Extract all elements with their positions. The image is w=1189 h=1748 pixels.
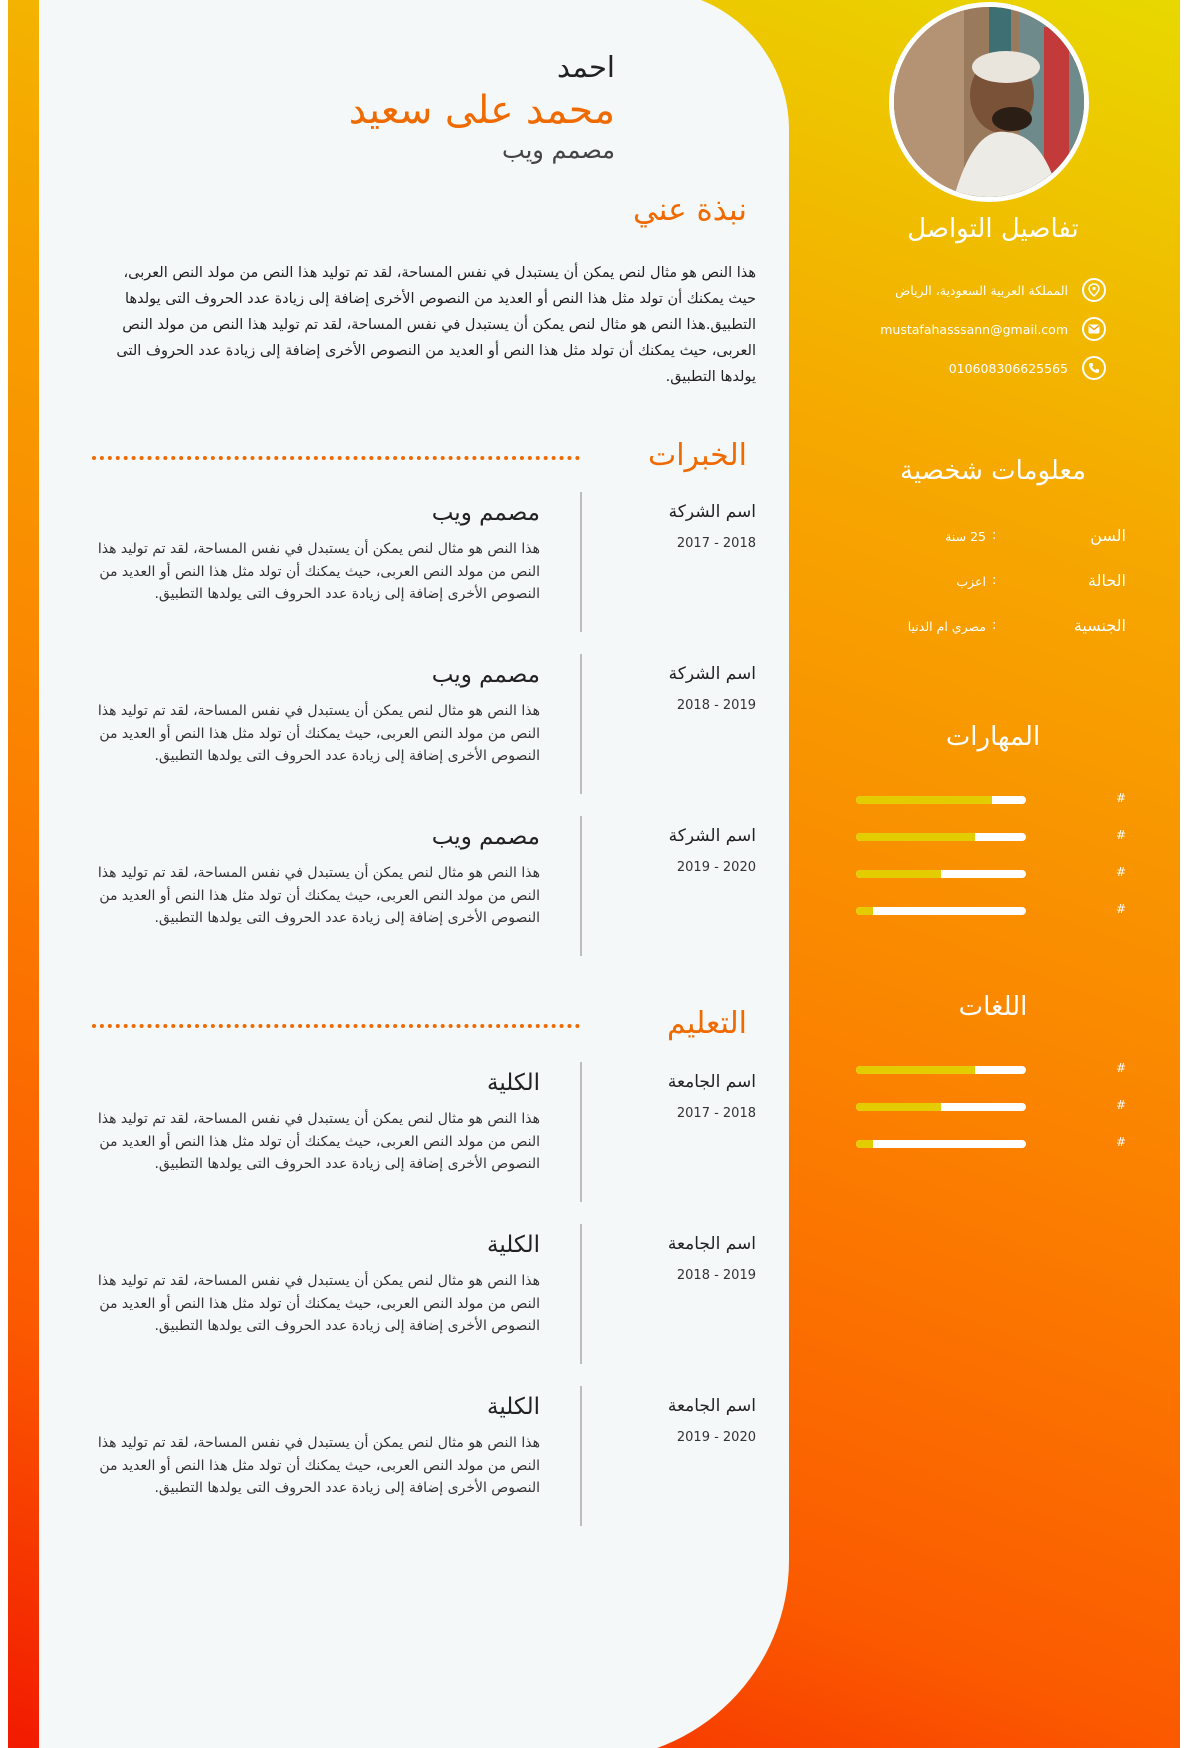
skill-bar — [856, 830, 1126, 844]
entry-divider — [580, 1386, 582, 1526]
language-bar-track — [856, 1066, 1026, 1074]
entry-description: هذا النص هو مثال لنص يمكن أن يستبدل في نفس المساحة، لقد تم توليد هذا النص من مولد النص العربى، حيث يمكنك أن تولد مثل هذا النص أو العديد من النصوص الأخرى إضافة إلى زيادة عدد الحروف التى يولدها التطبيق. — [97, 865, 540, 926]
info-label: الحالة — [1088, 571, 1126, 590]
entry-description: هذا النص هو مثال لنص يمكن أن يستبدل في نفس المساحة، لقد تم توليد هذا النص من مولد النص العربى، حيث يمكنك أن تولد مثل هذا النص أو العديد من النصوص الأخرى إضافة إلى زيادة عدد الحروف التى يولدها التطبيق. — [97, 1111, 540, 1172]
language-bar — [856, 1063, 1126, 1077]
language-bar-track — [856, 1103, 1026, 1111]
about-text: هذا النص هو مثال لنص يمكن أن يستبدل في نفس المساحة، لقد تم توليد هذا النص من مولد النص العربى، حيث يمكنك أن تولد مثل هذا النص أو العديد من النصوص الأخرى إضافة إلى زيادة عدد الحروف التى يولدها التطبيق.هذا النص هو مثال لنص يمكن أن يستبدل في نفس المساحة، لقد تم توليد هذا النص من مولد النص العربى، حيث يمكنك أن تولد مثل هذا النص أو العديد من النصوص الأخرى إضافة إلى زيادة عدد الحروف التى يولدها التطبيق. — [116, 265, 756, 385]
entry-divider — [580, 1062, 582, 1202]
resume-background — [8, 0, 1180, 1748]
entry-role: مصمم ويب — [431, 662, 540, 688]
language-bar-track — [856, 1140, 1026, 1148]
info-value: مصري ام الدنيا — [907, 619, 986, 634]
skill-bar-track — [856, 870, 1026, 878]
skill-bar-fill — [856, 870, 941, 878]
about-title: نبذة عني — [632, 192, 747, 228]
language-bar-fill — [856, 1140, 873, 1148]
entry-role: مصمم ويب — [431, 824, 540, 850]
skill-label: # — [1115, 828, 1126, 842]
education-divider — [92, 1024, 580, 1028]
experience-entry — [8, 492, 768, 632]
full-name: محمد على سعيد — [348, 88, 615, 133]
entry-years: 2017 - 2018 — [676, 536, 756, 551]
entry-years: 2019 - 2020 — [676, 1430, 756, 1445]
entry-divider — [580, 654, 582, 794]
skill-bar — [856, 867, 1126, 881]
personal-info-title: معلومات شخصية — [900, 456, 1086, 486]
job-title: مصمم ويب — [502, 136, 615, 164]
experience-divider — [92, 456, 580, 460]
info-label: السن — [1090, 526, 1126, 545]
language-bar — [856, 1100, 1126, 1114]
language-label: # — [1115, 1098, 1126, 1112]
entry-description: هذا النص هو مثال لنص يمكن أن يستبدل في نفس المساحة، لقد تم توليد هذا النص من مولد النص العربى، حيث يمكنك أن تولد مثل هذا النص أو العديد من النصوص الأخرى إضافة إلى زيادة عدد الحروف التى يولدها التطبيق. — [97, 1435, 540, 1496]
first-name: احمد — [557, 50, 615, 84]
experience-title: الخبرات — [647, 438, 747, 473]
skill-bar-fill — [856, 907, 873, 915]
experience-entry — [8, 816, 768, 956]
company-name: اسم الشركة — [668, 502, 756, 522]
language-bar-fill — [856, 1103, 941, 1111]
entry-faculty: الكلية — [487, 1394, 540, 1420]
skill-bar-track — [856, 907, 1026, 915]
info-separator: : — [992, 618, 997, 633]
company-name: اسم الشركة — [668, 826, 756, 846]
skill-label: # — [1115, 902, 1126, 916]
entry-faculty: الكلية — [487, 1070, 540, 1096]
info-row-nationality — [868, 616, 1126, 642]
language-label: # — [1115, 1061, 1126, 1075]
info-separator: : — [992, 573, 997, 588]
experience-entry — [8, 654, 768, 794]
university-name: اسم الجامعة — [667, 1234, 756, 1254]
profile-photo — [889, 2, 1089, 202]
entry-description: هذا النص هو مثال لنص يمكن أن يستبدل في نفس المساحة، لقد تم توليد هذا النص من مولد النص العربى، حيث يمكنك أن تولد مثل هذا النص أو العديد من النصوص الأخرى إضافة إلى زيادة عدد الحروف التى يولدها التطبيق. — [97, 703, 540, 764]
contact-email[interactable] — [880, 316, 1106, 342]
entry-years: 2018 - 2019 — [676, 1268, 756, 1283]
info-row-age — [868, 526, 1126, 552]
entry-role: مصمم ويب — [431, 500, 540, 526]
entry-years: 2018 - 2019 — [676, 698, 756, 713]
entry-divider — [580, 492, 582, 632]
profile-photo-illustration — [894, 7, 1084, 197]
email-text[interactable]: mustafahasssann@gmail.com — [880, 321, 1068, 337]
skill-bar — [856, 793, 1126, 807]
skills-title: المهارات — [945, 722, 1041, 752]
entry-description: هذا النص هو مثال لنص يمكن أن يستبدل في نفس المساحة، لقد تم توليد هذا النص من مولد النص العربى، حيث يمكنك أن تولد مثل هذا النص أو العديد من النصوص الأخرى إضافة إلى زيادة عدد الحروف التى يولدها التطبيق. — [97, 1273, 540, 1334]
skill-bar-fill — [856, 833, 975, 841]
entry-years: 2019 - 2020 — [676, 860, 756, 875]
entry-divider — [580, 816, 582, 956]
envelope-icon — [1082, 317, 1106, 341]
company-name: اسم الشركة — [668, 664, 756, 684]
university-name: اسم الجامعة — [667, 1396, 756, 1416]
skill-bar — [856, 904, 1126, 918]
entry-description: هذا النص هو مثال لنص يمكن أن يستبدل في نفس المساحة، لقد تم توليد هذا النص من مولد النص العربى، حيث يمكنك أن تولد مثل هذا النص أو العديد من النصوص الأخرى إضافة إلى زيادة عدد الحروف التى يولدها التطبيق. — [97, 541, 540, 602]
phone-text[interactable]: 010608306625565 — [948, 360, 1068, 376]
phone-icon — [1082, 356, 1106, 380]
skill-bar-fill — [856, 796, 992, 804]
info-row-status — [868, 571, 1126, 597]
info-value: 25 سنة — [945, 529, 986, 544]
skill-bar-track — [856, 796, 1026, 804]
language-bar-fill — [856, 1066, 975, 1074]
university-name: اسم الجامعة — [667, 1072, 756, 1092]
entry-divider — [580, 1224, 582, 1364]
language-label: # — [1115, 1135, 1126, 1149]
info-separator: : — [992, 528, 997, 543]
contact-address — [895, 277, 1106, 303]
education-entry — [8, 1386, 768, 1526]
contact-phone[interactable] — [949, 355, 1106, 381]
info-label: الجنسية — [1073, 616, 1126, 635]
skill-label: # — [1115, 865, 1126, 879]
education-entry — [8, 1224, 768, 1364]
address-text: المملكة العربية السعودية، الرياض — [895, 282, 1068, 298]
education-title: التعليم — [667, 1006, 747, 1041]
language-bar — [856, 1137, 1126, 1151]
skill-bar-track — [856, 833, 1026, 841]
skill-label: # — [1115, 791, 1126, 805]
info-value: اعزب — [956, 574, 986, 589]
map-pin-icon — [1082, 278, 1106, 302]
contact-title: تفاصيل التواصل — [907, 214, 1079, 244]
languages-title: اللغات — [958, 992, 1028, 1022]
entry-years: 2017 - 2018 — [676, 1106, 756, 1121]
entry-faculty: الكلية — [487, 1232, 540, 1258]
education-entry — [8, 1062, 768, 1202]
